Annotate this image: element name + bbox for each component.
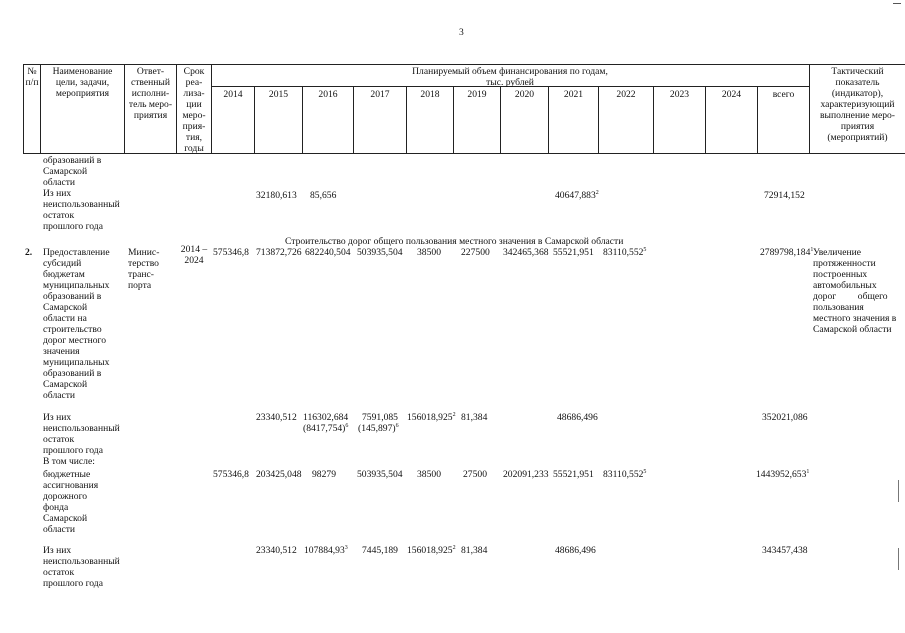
row5-total: 343457,438 (762, 545, 808, 556)
header-num: № п/п (25, 66, 39, 88)
row2-2021: 55521,951 (553, 247, 594, 258)
row2-2018: 38500 (417, 247, 441, 258)
row3-2018: 156018,925$^2$ (407, 411, 456, 423)
row2-2020: 342465,368 (503, 247, 549, 258)
header-name: Наименование цели, задачи, мероприятия (52, 66, 113, 99)
scan-mark (898, 548, 899, 570)
row2-num: 2. (25, 247, 33, 258)
row5-2017: 7445,189 (362, 545, 398, 556)
row3-2019: 81,384 (461, 412, 488, 423)
row3-2016-paren: $(8417,754)^6$ (303, 422, 349, 434)
row2-2014: 575346,8 (213, 247, 249, 258)
block1-2015: 32180,613 (256, 190, 297, 201)
row3-2017: 7591,085 (362, 412, 398, 423)
row2-responsible: Минис- терство транс- порта (128, 247, 160, 291)
row5-2021: 48686,496 (555, 545, 596, 556)
year-2023: 2023 (669, 89, 690, 100)
row4-2015: 203425,048 (256, 469, 302, 480)
year-2019: 2019 (467, 89, 487, 100)
row3-2015: 23340,512 (256, 412, 297, 423)
row5-name: Из них неиспользованный остаток прошлого года (43, 545, 120, 589)
row5-2016: 107884,93$^3$ (304, 544, 348, 556)
row4-total: 1443952,653$^1$ (756, 468, 810, 480)
row4-2017: 503935,504 (357, 469, 403, 480)
header-indicator: Тактический показатель (индикатор), характеризующий выполнение меро- приятия (мероприятий) (819, 66, 895, 143)
row2-term: 2014 – 2024 (180, 244, 208, 266)
row3-total: 352021,086 (762, 412, 808, 423)
row5-2019: 81,384 (461, 545, 488, 556)
year-total: всего (772, 89, 795, 100)
row2-name: Предоставление субсидий бюджетам муниципальных образований в Самарской области на строительство дорог местного значения муниципальных образований в Самарской области (43, 247, 110, 401)
row2-2019: 227500 (461, 247, 490, 258)
year-2014: 2014 (223, 89, 243, 100)
row4-2014: 575346,8 (213, 469, 249, 480)
scan-mark (893, 3, 901, 4)
year-2020: 2020 (514, 89, 535, 100)
block1-2016: 85,656 (310, 190, 337, 201)
header-plan: Планируемый объем финансирования по годам, тыс. рублей (412, 66, 608, 88)
row4-name: бюджетные ассигнования дорожного фонда Самарской области (43, 469, 99, 535)
row5-2015: 23340,512 (256, 545, 297, 556)
row3-2021: 48686,496 (557, 412, 598, 423)
row3-name: Из них неиспользованный остаток прошлого года В том числе: (43, 412, 120, 467)
row4-2018: 38500 (417, 469, 441, 480)
row3-2016: 116302,684 (303, 412, 349, 423)
year-2017: 2017 (370, 89, 390, 100)
year-2015: 2015 (268, 89, 289, 100)
year-2022: 2022 (616, 89, 636, 100)
scan-mark (898, 480, 899, 502)
header-term: Срок реа- лиза- ции меро- прия- тия, годы (182, 66, 206, 154)
row4-2016: 98279 (312, 469, 336, 480)
block1-total: 72914,152 (764, 190, 805, 201)
row5-2018: 156018,925$^2$ (407, 544, 456, 556)
year-2021: 2021 (563, 89, 584, 100)
block1-name: образований в Самарской области Из них неиспользованный остаток прошлого года (43, 155, 120, 232)
row4-2019: 27500 (463, 469, 487, 480)
section-title: Строительство дорог общего пользования местного значения в Самарской области (285, 236, 624, 247)
page-number: 3 (459, 27, 464, 38)
block1-2021: 40647,883$^2$ (555, 189, 599, 201)
row3-2017-paren: $(145,897)^6$ (358, 422, 399, 434)
row2-2015: 713872,726 (256, 247, 302, 258)
year-2018: 2018 (420, 89, 440, 100)
row4-2022: 83110,552$^5$ (603, 468, 647, 480)
row4-2020: 202091,233 (503, 469, 549, 480)
row4-2021: 55521,951 (553, 469, 594, 480)
year-2016: 2016 (318, 89, 338, 100)
row2-2017: 503935,504 (357, 247, 403, 258)
year-2024: 2024 (721, 89, 742, 100)
row2-total: 2789798,184$^1$ (760, 246, 814, 258)
row2-indicator: Увеличение протяженности построенных автомобильных дорог общего пользования местного значения в Самарской области (813, 247, 897, 335)
header-responsible: Ответ- ственный исполни- тель меро- приятия (128, 66, 173, 121)
row2-2016: 682240,504 (305, 247, 351, 258)
row2-2022: 83110,552$^5$ (603, 246, 647, 258)
